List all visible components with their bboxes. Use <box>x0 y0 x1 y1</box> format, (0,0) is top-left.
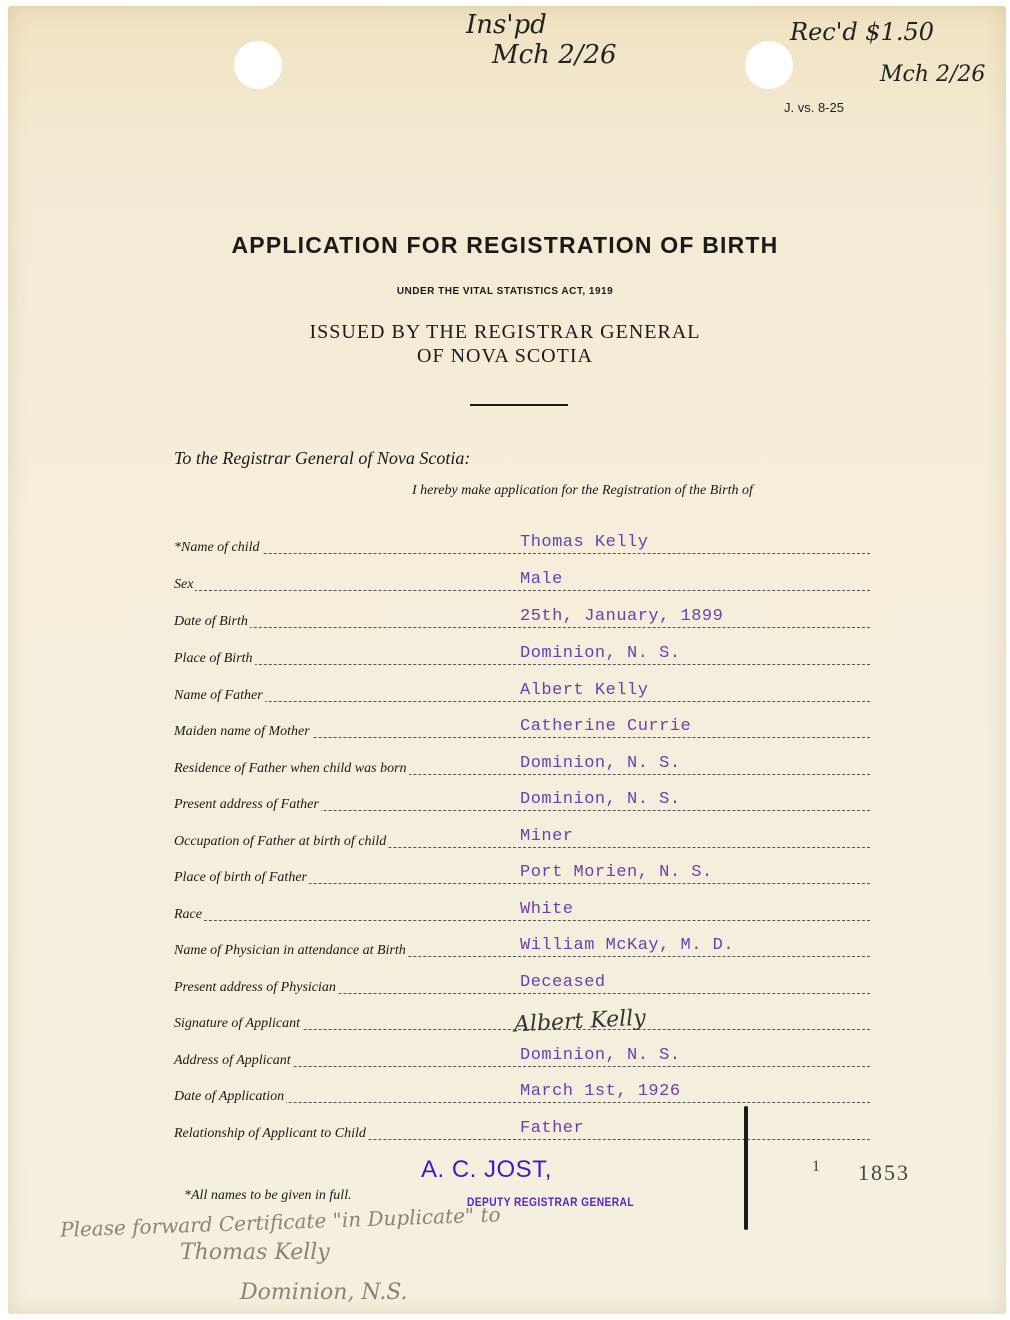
sequence-mark: 1 <box>812 1158 820 1175</box>
field-row <box>174 933 870 963</box>
field-label: Occupation of Father at birth of child <box>174 834 387 849</box>
field-value: Male <box>520 570 563 589</box>
field-row <box>174 1006 870 1036</box>
punch-hole-right <box>745 41 793 89</box>
field-row <box>174 970 870 1000</box>
field-label: Relationship of Applicant to Child <box>174 1126 366 1141</box>
field-label: Address of Applicant <box>174 1053 291 1068</box>
field-label: Date of Birth <box>174 614 248 629</box>
field-row <box>174 1079 870 1109</box>
field-label: Sex <box>174 577 194 592</box>
field-label: Place of birth of Father <box>174 870 307 885</box>
field-value: Thomas Kelly <box>520 533 649 552</box>
bottom-note-line-1: Please forward Certificate "in Duplicate" to <box>59 1202 501 1242</box>
field-value: Catherine Currie <box>520 717 692 736</box>
handwritten-inspected-date: Mch 2/26 <box>492 40 617 70</box>
dotted-leader <box>174 920 870 921</box>
field-value: Deceased <box>520 973 606 992</box>
salutation: To the Registrar General of Nova Scotia: <box>174 448 471 468</box>
bottom-note-line-2: Thomas Kelly <box>180 1240 330 1265</box>
field-label: Present address of Physician <box>174 980 336 995</box>
title-divider <box>470 404 568 406</box>
field-row <box>174 787 870 817</box>
field-label: *Name of child <box>174 540 260 555</box>
dotted-leader <box>174 553 870 554</box>
sequence-number: 1853 <box>858 1160 910 1185</box>
field-value: March 1st, 1926 <box>520 1082 681 1101</box>
field-value: Dominion, N. S. <box>520 1046 681 1065</box>
field-value: Albert Kelly <box>520 681 649 700</box>
issuer <box>0 320 1010 368</box>
field-value: Dominion, N. S. <box>520 754 681 773</box>
field-row <box>174 567 870 597</box>
field-value: Dominion, N. S. <box>520 644 681 663</box>
dotted-leader <box>174 701 870 702</box>
field-label: Name of Father <box>174 688 263 703</box>
field-label: Maiden name of Mother <box>174 724 310 739</box>
punch-hole-left <box>234 41 282 89</box>
field-value: Father <box>520 1119 585 1138</box>
field-row <box>174 1116 870 1146</box>
dotted-leader <box>174 627 870 628</box>
field-row <box>174 604 870 634</box>
field-row <box>174 751 870 781</box>
ink-bar <box>744 1106 748 1230</box>
stamp-title: DEPUTY REGISTRAR GENERAL <box>467 1195 634 1209</box>
bottom-note-line-3: Dominion, N.S. <box>240 1280 408 1305</box>
applicant-signature: Albert Kelly <box>513 1005 647 1038</box>
intro-text: I hereby make application for the Registration of the Birth of <box>412 483 753 498</box>
document-title: APPLICATION FOR REGISTRATION OF BIRTH <box>231 232 779 258</box>
stamp-name: A. C. JOST, <box>421 1156 552 1183</box>
field-row <box>174 530 870 560</box>
field-value: 25th, January, 1899 <box>520 607 724 626</box>
field-row <box>174 678 870 708</box>
field-row <box>174 824 870 854</box>
document-subtitle: UNDER THE VITAL STATISTICS ACT, 1919 <box>396 286 614 297</box>
issuer-line-1: ISSUED BY THE REGISTRAR GENERAL <box>309 321 701 343</box>
field-label: Residence of Father when child was born <box>174 761 407 776</box>
handwritten-received-date: Mch 2/26 <box>880 62 986 87</box>
field-value: Dominion, N. S. <box>520 790 681 809</box>
field-value: Miner <box>520 827 574 846</box>
field-row <box>174 897 870 927</box>
field-label: Race <box>174 907 202 922</box>
field-row <box>174 714 870 744</box>
field-label: Present address of Father <box>174 797 319 812</box>
field-value: Port Morien, N. S. <box>520 863 713 882</box>
footnote: *All names to be given in full. <box>184 1188 352 1203</box>
field-row <box>174 641 870 671</box>
handwritten-inspected-note: Ins'pd <box>466 10 547 40</box>
field-value: William McKay, M. D. <box>520 936 735 955</box>
field-label: Place of Birth <box>174 651 253 666</box>
field-value: White <box>520 900 574 919</box>
dotted-leader <box>174 590 870 591</box>
dotted-leader <box>174 664 870 665</box>
field-label: Date of Application <box>174 1089 285 1104</box>
issuer-line-2: OF NOVA SCOTIA <box>417 345 593 367</box>
field-row <box>174 860 870 890</box>
form-number: J. vs. 8-25 <box>784 100 844 115</box>
field-label: Signature of Applicant <box>174 1016 300 1031</box>
field-label: Name of Physician in attendance at Birth <box>174 943 406 958</box>
handwritten-received-fee: Rec'd $1.50 <box>790 18 935 46</box>
field-row <box>174 1043 870 1073</box>
